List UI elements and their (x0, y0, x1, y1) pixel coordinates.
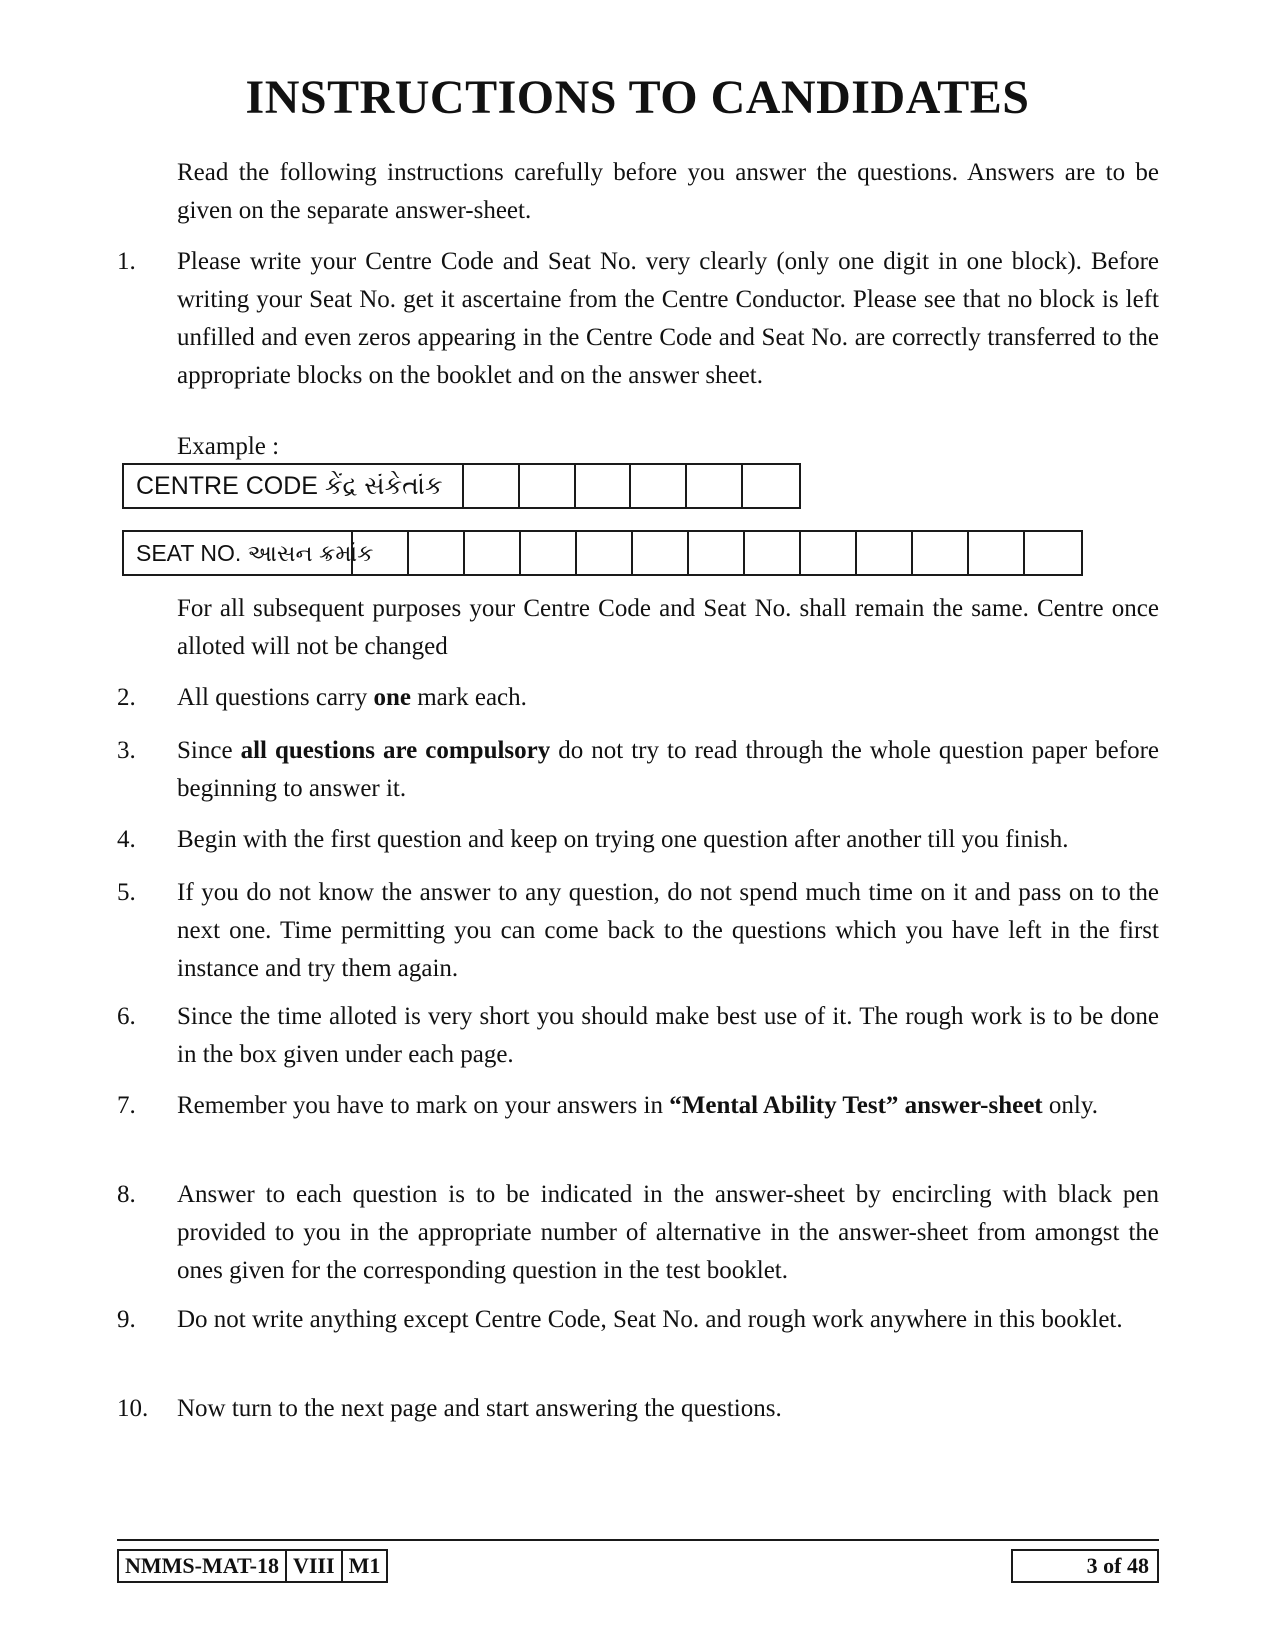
centre-code-digit-cell[interactable] (687, 465, 743, 507)
item-text: Answer to each question is to be indicated in the answer-sheet by encircling with black pen provided to you in the appropriate number of alternative in the answer-sheet from amongst the ones given for the corresponding question in the test booklet. (177, 1181, 1159, 1284)
centre-code-digit-cell[interactable] (743, 465, 799, 507)
paper-code: NMMS-MAT-18 (119, 1551, 287, 1581)
seat-no-digit-cell[interactable] (969, 532, 1025, 574)
item-number: 3. (117, 737, 136, 764)
item-number: 6. (117, 1003, 136, 1030)
subsequent-note: For all subsequent purposes your Centre Code and Seat No. shall remain the same. Centre once alloted will not be changed (177, 595, 1159, 660)
seat-no-digit-cell[interactable] (353, 532, 409, 574)
seat-no-digit-cell[interactable] (465, 532, 521, 574)
item-text: Do not write anything except Centre Code, Seat No. and rough work anywhere in this booklet. (177, 1306, 1123, 1333)
item-number: 1. (117, 248, 136, 275)
item-text: If you do not know the answer to any question, do not spend much time on it and pass on to the next one. Time permitting you can come back to the questions which you have left in the first instance and try them again. (177, 879, 1159, 982)
item-text: Begin with the first question and keep on trying one question after another till you finish. (177, 826, 1069, 853)
footer-divider (117, 1539, 1159, 1541)
item-text: All questions carry one mark each. (177, 684, 527, 711)
emphasis-text: “Mental Ability Test” answer-sheet (669, 1092, 1043, 1119)
item-text: Since all questions are compulsory do not try to read through the whole question paper before beginning to answer it. (177, 737, 1160, 802)
seat-no-digit-cell[interactable] (801, 532, 857, 574)
medium-code: M1 (348, 1553, 381, 1578)
item-number: 10. (117, 1395, 149, 1422)
example-label: Example : (177, 433, 280, 460)
item-number: 5. (117, 879, 136, 906)
item-text: Remember you have to mark on your answers in “Mental Ability Test” answer-sheet only. (177, 1092, 1098, 1119)
seat-no-label: SEAT NO. આસન ક્રમાંક (124, 532, 353, 574)
seat-no-digit-cell[interactable] (521, 532, 577, 574)
paper-code-box (117, 1549, 388, 1583)
item-number: 4. (117, 826, 136, 853)
standard-code: VIII (287, 1551, 343, 1581)
emphasis-text: all questions are compulsory (240, 737, 551, 764)
page-title: INSTRUCTIONS TO CANDIDATES (245, 71, 1030, 124)
seat-no-digit-cell[interactable] (689, 532, 745, 574)
emphasis-text: one (373, 684, 411, 711)
centre-code-digit-cell[interactable] (576, 465, 632, 507)
item-text: Since the time alloted is very short you should make best use of it. The rough work is to be done in the box given under each page. (177, 1003, 1159, 1068)
item-number: 8. (117, 1181, 136, 1208)
item-number: 2. (117, 684, 136, 711)
centre-code-digit-cell[interactable] (631, 465, 687, 507)
seat-no-digit-cell[interactable] (913, 532, 969, 574)
seat-no-digit-cell[interactable] (409, 532, 465, 574)
item-text: Please write your Centre Code and Seat No. very clearly (only one digit in one block). Before writing your Seat No. get it ascertaine from the Centre Conductor. Please see that no block is left unfilled and even zeros appearing in the Centre Code and Seat No. are correctly transferred to the appropriate blocks on the booklet and on the answer sheet. (177, 248, 1159, 389)
seat-no-digit-cell[interactable] (633, 532, 689, 574)
centre-code-digit-cell[interactable] (520, 465, 576, 507)
page-number: 3 of 48 (1011, 1549, 1159, 1583)
seat-no-box (122, 530, 1083, 576)
seat-no-digit-cell[interactable] (577, 532, 633, 574)
seat-no-digit-cell[interactable] (745, 532, 801, 574)
centre-code-digit-cell[interactable] (464, 465, 520, 507)
item-text: Now turn to the next page and start answering the questions. (177, 1395, 782, 1422)
seat-no-digit-cell[interactable] (1025, 532, 1081, 574)
centre-code-box (122, 463, 801, 509)
item-number: 9. (117, 1306, 136, 1333)
intro-paragraph: Read the following instructions carefully before you answer the questions. Answers are to be given on the separate answer-sheet. (177, 159, 1159, 224)
seat-no-digit-cell[interactable] (857, 532, 913, 574)
centre-code-label: CENTRE CODE કેંદ્ર સંકેતાંક (124, 465, 464, 507)
item-number: 7. (117, 1092, 136, 1119)
